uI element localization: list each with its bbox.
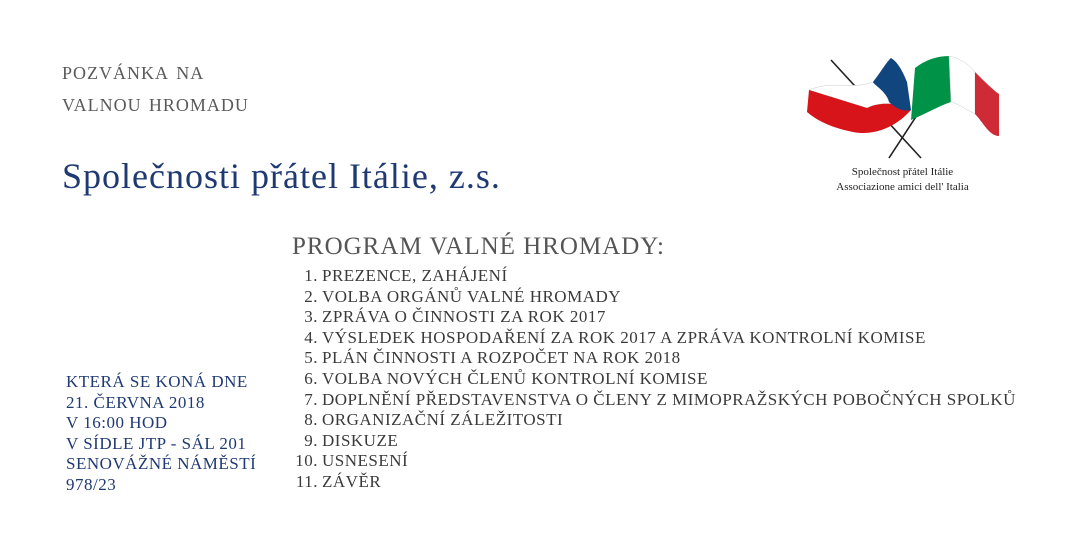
item-number: 1. <box>304 266 318 285</box>
item-number: 11. <box>295 471 318 491</box>
item-text: USNESENÍ <box>322 451 409 471</box>
meeting-date: 21. ČERVNA 2018 <box>66 392 205 412</box>
item-text: PREZENCE, ZAHÁJENÍ <box>322 266 508 285</box>
item-number: 3. <box>304 307 318 327</box>
item-text: PLÁN ČINNOSTI A ROZPOČET NA ROK 2018 <box>322 348 681 368</box>
program-item <box>290 328 1016 349</box>
program-item <box>290 307 1016 328</box>
item-text: ZPRÁVA O ČINNOSTI ZA ROK 2017 <box>322 307 606 327</box>
program-list <box>290 266 1016 493</box>
meeting-street: SENOVÁŽNÉ NÁMĚSTÍ <box>66 454 257 474</box>
details-line-1: KTERÁ SE KONÁ DNE <box>66 372 248 391</box>
society-logo <box>795 52 1010 202</box>
meeting-street-number: 978/23 <box>66 474 117 494</box>
item-text: DOPLNĚNÍ PŘEDSTAVENSTVA O ČLENY Z MIMOPRAŽSKÝCH POBOČNÝCH SPOLKŮ <box>322 389 1016 409</box>
item-number: 4. <box>304 327 318 347</box>
italian-flag <box>911 56 999 136</box>
item-number: 6. <box>304 368 318 388</box>
meeting-venue: V SÍDLE JTP - SÁL 201 <box>66 433 247 453</box>
item-text: DISKUZE <box>322 430 399 450</box>
program-item <box>290 266 1016 287</box>
program-item <box>290 287 1016 308</box>
item-text: ORGANIZAČNÍ ZÁLEŽITOSTI <box>322 410 564 430</box>
program-item <box>290 348 1016 369</box>
invitation-line-1: pozvánka na <box>62 58 205 85</box>
invitation-heading <box>62 56 249 120</box>
item-number: 5. <box>304 348 318 368</box>
logo-caption-czech: Společnost přátel Itálie <box>851 166 954 178</box>
czech-flag <box>807 58 911 133</box>
program-item <box>290 390 1016 411</box>
invitation-line-2: valnou hromadu <box>62 90 249 117</box>
item-text: VÝSLEDEK HOSPODAŘENÍ ZA ROK 2017 A ZPRÁVA KONTROLNÍ KOMISE <box>322 327 926 347</box>
program-item <box>290 410 1016 431</box>
program-item <box>290 369 1016 390</box>
program-item <box>290 472 1016 493</box>
program-item <box>290 451 1016 472</box>
item-text: ZÁVĚR <box>322 471 382 491</box>
item-number: 8. <box>304 410 318 430</box>
logo-caption-italian: Associazione amici dell' Italia <box>836 181 969 193</box>
item-number: 7. <box>304 389 318 409</box>
item-text: VOLBA NOVÝCH ČLENŮ KONTROLNÍ KOMISE <box>322 368 708 388</box>
program-title: PROGRAM VALNÉ HROMADY: <box>292 233 666 260</box>
meeting-details <box>66 372 256 496</box>
item-text: VOLBA ORGÁNŮ VALNÉ HROMADY <box>322 286 622 306</box>
meeting-time: V 16:00 HOD <box>66 413 168 433</box>
item-number: 9. <box>304 430 318 450</box>
society-name: Společnosti přátel Itálie, z.s. <box>62 156 501 196</box>
item-number: 2. <box>304 286 318 306</box>
crossed-flags-icon <box>803 52 1003 162</box>
item-number: 10. <box>295 451 318 471</box>
program-item <box>290 431 1016 452</box>
